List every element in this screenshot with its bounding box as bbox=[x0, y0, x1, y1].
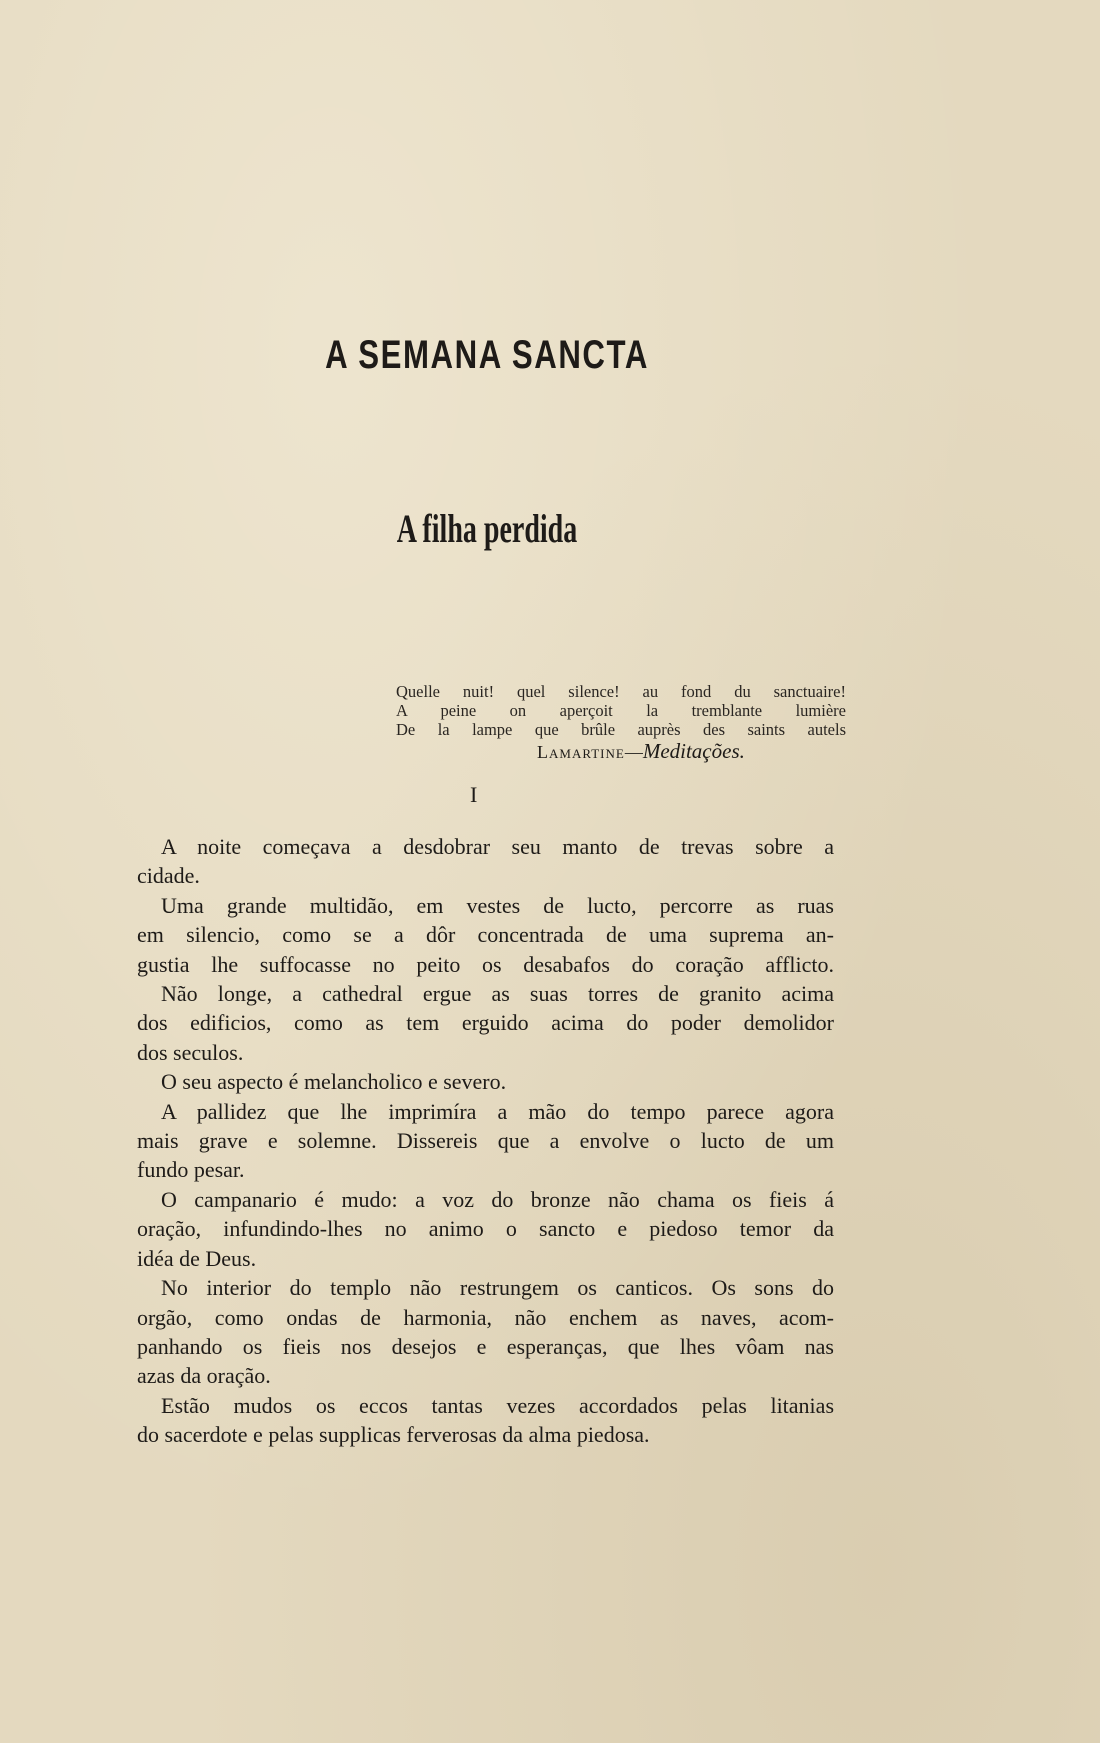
text-line: dos seculos. bbox=[137, 1039, 244, 1065]
text-line: O seu aspecto é melancholico e severo. bbox=[161, 1069, 507, 1095]
text-line: dos edificios, como as tem erguido acima do poder demolidor bbox=[137, 1010, 834, 1036]
epigraph bbox=[396, 682, 846, 739]
article-subtitle: A filha perdida bbox=[396, 506, 578, 551]
text-line: A pallidez que lhe imprimíra a mão do tempo parece agora bbox=[161, 1098, 834, 1124]
text-line: cidade. bbox=[137, 863, 200, 889]
text-line: Não longe, a cathedral ergue as suas torres de granito acima bbox=[161, 981, 834, 1007]
paragraph bbox=[137, 1097, 834, 1185]
text-line: azas da oração. bbox=[137, 1363, 271, 1389]
paragraph bbox=[137, 1273, 834, 1391]
text-line: mais grave e solemne. Dissereis que a envolve o lucto de um bbox=[137, 1128, 834, 1154]
epigraph-line: Quelle nuit! quel silence! au fond du sanctuaire! bbox=[396, 682, 846, 701]
text-line: A noite começava a desdobrar seu manto de trevas sobre a bbox=[161, 834, 834, 859]
text-line: panhando os fieis nos desejos e esperanças, que lhes vôam nas bbox=[137, 1333, 834, 1359]
paragraph bbox=[137, 832, 834, 891]
text-line: idéa de Deus. bbox=[137, 1245, 257, 1271]
text-line: No interior do templo não restrungem os canticos. Os sons do bbox=[161, 1275, 834, 1301]
text-line: orgão, como ondas de harmonia, não enchem as naves, acom- bbox=[137, 1304, 834, 1330]
text-line: Uma grande multidão, em vestes de lucto, percorre as ruas bbox=[161, 892, 834, 918]
paragraph bbox=[137, 1067, 834, 1096]
epigraph-work: Meditações. bbox=[642, 739, 745, 763]
epigraph-attribution bbox=[537, 739, 787, 764]
article-body bbox=[137, 832, 834, 1450]
text-line: do sacerdote e pelas supplicas ferverosas da alma piedosa. bbox=[137, 1422, 650, 1448]
epigraph-line: A peine on aperçoit la tremblante lumière bbox=[396, 701, 846, 720]
epigraph-line: De la lampe que brûle auprès des saints autels bbox=[396, 720, 846, 739]
attribution-dash: — bbox=[624, 742, 643, 762]
text-line: Estão mudos os eccos tantas vezes accordados pelas litanias bbox=[161, 1392, 834, 1418]
article-title: A SEMANA SANCTA bbox=[325, 333, 649, 377]
text-line: gustia lhe suffocasse no peito os desabafos do coração afflicto. bbox=[137, 951, 834, 977]
paragraph bbox=[137, 1185, 834, 1273]
text-line: O campanario é mudo: a voz do bronze não chama os fieis á bbox=[161, 1186, 834, 1212]
text-line: em silencio, como se a dôr concentrada de uma suprema an- bbox=[137, 922, 834, 948]
paragraph bbox=[137, 1391, 834, 1450]
paragraph bbox=[137, 891, 834, 979]
paragraph bbox=[137, 979, 834, 1067]
section-number: I bbox=[470, 782, 478, 807]
text-line: oração, infundindo-lhes no animo o sancto e piedoso temor da bbox=[137, 1216, 834, 1242]
text-line: fundo pesar. bbox=[137, 1157, 245, 1183]
epigraph-author: Lamartine bbox=[537, 742, 625, 762]
